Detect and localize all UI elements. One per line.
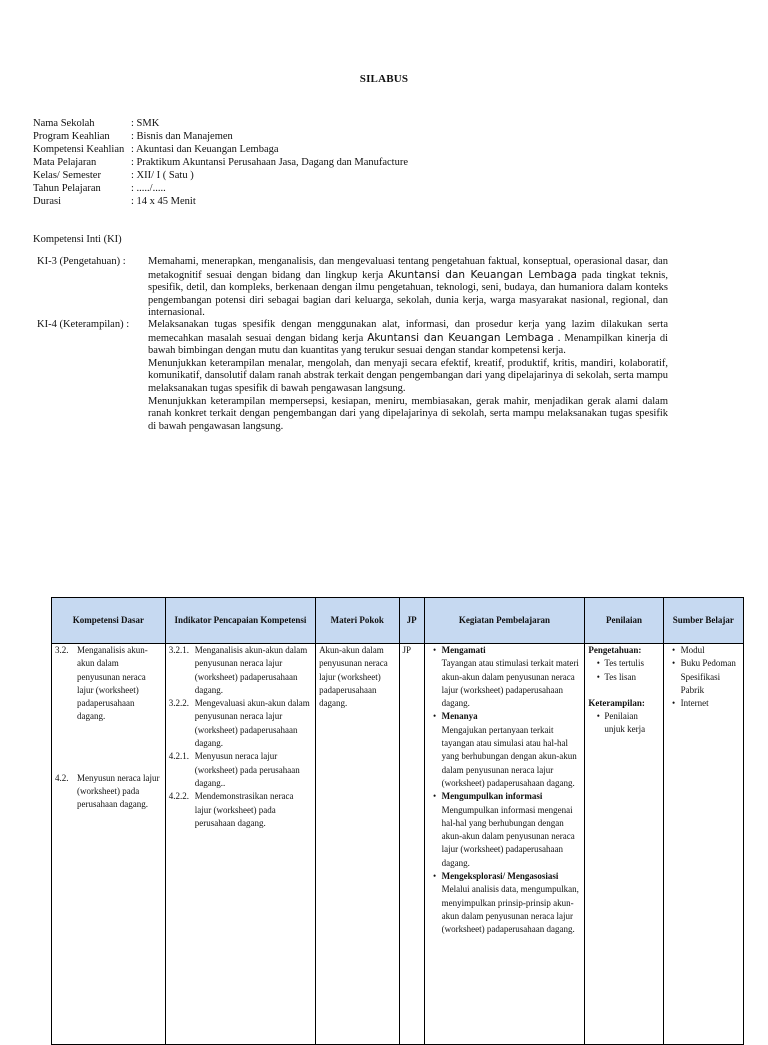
kegiatan-title: Mengeksplorasi/ Mengasosiasi: [441, 871, 559, 882]
cell-kegiatan: [424, 644, 585, 1045]
table-header-row: [52, 598, 744, 644]
penilaian-item: [588, 657, 659, 670]
info-label: Durasi: [33, 196, 61, 207]
bullet-icon: •: [596, 658, 600, 669]
indikator-number: 4.2.2.: [168, 791, 190, 802]
info-value: : 14 x 45 Menit: [131, 196, 196, 207]
header-sumber-belajar: Sumber Belajar: [663, 598, 743, 644]
bullet-icon: •: [596, 671, 600, 682]
ki3-label: KI-3 (Pengetahuan) :: [37, 256, 126, 267]
penilaian-keterampilan-label: Keterampilan:: [588, 697, 645, 708]
materi-text: Akun-akun dalam penyusunan neraca lajur (worksheet) padaperusahaan dagang.: [319, 645, 388, 709]
kd-item: [55, 644, 162, 724]
info-row-durasi: [33, 195, 408, 208]
sumber-text: Modul: [680, 645, 705, 655]
table-row: [52, 644, 744, 1045]
bullet-icon: •: [433, 871, 437, 882]
info-value: : Bisnis dan Manajemen: [131, 131, 233, 142]
kegiatan-item: [428, 644, 582, 710]
kd-item: [55, 772, 162, 812]
ki4-highlight: Akuntansi dan Keuangan Lembaga: [367, 331, 554, 344]
indikator-text: Menyusun neraca lajur (worksheet) pada perusahaan dagang..: [194, 751, 300, 788]
kd-number: 4.2.: [55, 772, 69, 783]
info-value: : Praktikum Akuntansi Perusahaan Jasa, Dagang dan Manufacture: [131, 157, 409, 168]
cell-sumber-belajar: [663, 644, 743, 1045]
sumber-text: Buku Pedoman Spesifikasi Pabrik: [680, 658, 736, 695]
identity-block: [33, 117, 408, 208]
header-indikator: Indikator Pencapaian Kompetensi: [165, 598, 315, 644]
info-value: : SMK: [131, 118, 160, 129]
info-label: Kompetensi Keahlian: [33, 144, 125, 155]
cell-kompetensi-dasar: [52, 644, 166, 1045]
penilaian-text: Tes lisan: [604, 671, 636, 682]
kd-text: Menganalisis akun-akun dalam penyusunan neraca lajur (worksheet) padaperusahaan dagang.: [77, 645, 148, 722]
ki3-highlight: Akuntansi dan Keuangan Lembaga: [387, 268, 577, 281]
ki3-text-b: pada tingkat teknis, spesifik, detil, dan kompleks, berkenaan dengan ilmu pengetahuan, teknologi, seni, budaya, dan humaniora dalam konteks pengembangan potensi diri sebagai bagian dari keluarga, sekolah, dunia kerja, warga masyarakat nasional, regional, dan internasional.: [148, 269, 668, 319]
indikator-text: Mengevaluasi akun-akun dalam penyusunan neraca lajur (worksheet) padaperusahaan dagang.: [194, 698, 310, 749]
indikator-text: Mendemonstrasikan neraca lajur (worksheet) pada perusahaan dagang.: [194, 791, 294, 828]
info-label: Tahun Pelajaran: [33, 183, 101, 194]
kd-text: Menyusun neraca lajur (worksheet) pada perusahaan dagang.: [77, 772, 160, 810]
indikator-item: [169, 644, 312, 697]
info-value: : XII/ I ( Satu ): [131, 170, 194, 181]
ki3-row: [37, 256, 668, 320]
bullet-icon: •: [596, 711, 600, 722]
ki4-para-1: [148, 319, 668, 358]
indikator-item: [169, 750, 312, 790]
info-row-program-keahlian: [33, 130, 408, 143]
info-value: : ...../.....: [131, 183, 166, 194]
bullet-icon: •: [672, 698, 676, 709]
bullet-icon: •: [433, 791, 437, 802]
header-jp: JP: [399, 598, 424, 644]
info-label: Mata Pelajaran: [33, 157, 97, 168]
sumber-item: [667, 697, 740, 710]
kegiatan-title: Mengumpulkan informasi: [441, 791, 543, 802]
header-kompetensi-dasar: Kompetensi Dasar: [52, 598, 166, 644]
info-row-nama-sekolah: [33, 117, 408, 130]
kegiatan-item: [428, 790, 582, 870]
info-label: Program Keahlian: [33, 131, 110, 142]
document-title: SILABUS: [359, 73, 409, 85]
indikator-number: 3.2.2.: [168, 698, 190, 709]
bullet-icon: •: [672, 658, 676, 669]
silabus-table: [51, 597, 744, 1045]
ki4-para-3: Menunjukkan keterampilan mempersepsi, kesiapan, meniru, membiasakan, gerak mahir, menjadikan gerak alami dalam ranah konkret terkait dengan pengembangan dari yang dipelajarinya di sekolah, serta mampu melaksanakan tugas spesifik di bawah pengawasan langsung.: [148, 395, 668, 432]
cell-penilaian: [585, 644, 663, 1045]
info-label: Nama Sekolah: [33, 118, 95, 129]
ki4-label: KI-4 (Keterampilan) :: [37, 319, 130, 330]
header-materi-pokok: Materi Pokok: [316, 598, 399, 644]
ki3-text-a: Memahami, menerapkan, menganalisis, dan mengevaluasi tentang pengetahuan faktual, konseptual, operasional dasar, dan metakognitif sesuai dengan bidang dan lingkup kerja: [148, 256, 668, 281]
indikator-number: 4.2.1.: [168, 751, 190, 762]
indikator-item: [169, 790, 312, 830]
penilaian-pengetahuan-label: Pengetahuan:: [588, 645, 642, 655]
sumber-item: [667, 644, 740, 657]
ki4-text-b: . Menampilkan kinerja di bawah bimbingan dengan mutu dan kuantitas yang terukur sesuai dengan standar kompetensi kerja.: [148, 332, 668, 357]
penilaian-item: [588, 671, 659, 684]
penilaian-text: Tes tertulis: [604, 658, 644, 669]
kd-number: 3.2.: [55, 645, 69, 655]
info-row-kelas-semester: [33, 169, 408, 182]
kegiatan-title: Menanya: [441, 711, 478, 722]
bullet-icon: •: [672, 645, 676, 655]
info-row-kompetensi-keahlian: [33, 143, 408, 156]
header-penilaian: Penilaian: [585, 598, 663, 644]
penilaian-item: [588, 710, 659, 737]
cell-jp: [399, 644, 424, 1045]
info-value: : Akuntasi dan Keuangan Lembaga: [131, 144, 279, 155]
indikator-number: 3.2.1.: [168, 645, 190, 655]
kegiatan-title: Mengamati: [441, 645, 486, 655]
info-label: Kelas/ Semester: [33, 170, 101, 181]
sumber-item: [667, 657, 740, 697]
ki4-para-2: Menunjukkan keterampilan menalar, mengolah, dan menyaji secara efektif, kreatif, produktif, kritis, mandiri, kolaboratif, komunikatif, dansolutif dalam ranah abstrak terkait dengan pengembangan dari yang dipelajarinya di sekolah, serta mampu melaksanakan tugas spesifik di bawah pengawasan langsung.: [148, 357, 668, 394]
kegiatan-item: [428, 710, 582, 790]
kegiatan-item: [428, 870, 582, 936]
kegiatan-text: Mengajukan pertanyaan terkait tayangan atau simulasi atau hal-hal yang berhubungan dengan akun-akun dalam penyusunan neraca lajur (worksheet) padaperusahaan dagang.: [441, 724, 577, 788]
cell-indikator: [165, 644, 315, 1045]
indikator-text: Menganalisis akun-akun dalam penyusunan neraca lajur (worksheet) padaperusahaan dagang.: [194, 645, 308, 695]
header-kegiatan: Kegiatan Pembelajaran: [424, 598, 585, 644]
ki4-text: [148, 319, 668, 433]
sumber-text: Internet: [680, 698, 709, 709]
kegiatan-text: Mengumpulkan informasi mengenai hal-hal yang berhubungan dengan akun-akun dalam penyusunan neraca lajur (worksheet) padaperusahaan dagang.: [441, 804, 575, 868]
jp-text: JP: [402, 645, 412, 655]
ki-heading: Kompetensi Inti (KI): [33, 234, 122, 245]
bullet-icon: •: [433, 711, 437, 722]
kegiatan-text: Tayangan atau stimulasi terkait materi akun-akun dalam penyusunan neraca lajur (worksheet) padaperusahaan dagang.: [441, 658, 579, 709]
kegiatan-text: Melalui analisis data, mengumpulkan, menyimpulkan prinsip-prinsip akun-akun dalam penyusunan neraca lajur (worksheet) padaperusahaan dagang.: [441, 884, 579, 935]
info-row-mata-pelajaran: [33, 156, 408, 169]
info-row-tahun-pelajaran: [33, 182, 408, 195]
ki4-row: [37, 319, 668, 433]
bullet-icon: •: [433, 645, 437, 655]
ki4-text-a: Melaksanakan tugas spesifik dengan menggunakan alat, informasi, dan prosedur kerja yang lazim dilakukan serta memecahkan masalah sesuai dengan bidang kerja: [148, 319, 668, 344]
penilaian-text: Penilaian unjuk kerja: [604, 711, 646, 735]
cell-materi-pokok: [316, 644, 399, 1045]
ki3-text: [148, 256, 668, 320]
indikator-item: [169, 697, 312, 750]
